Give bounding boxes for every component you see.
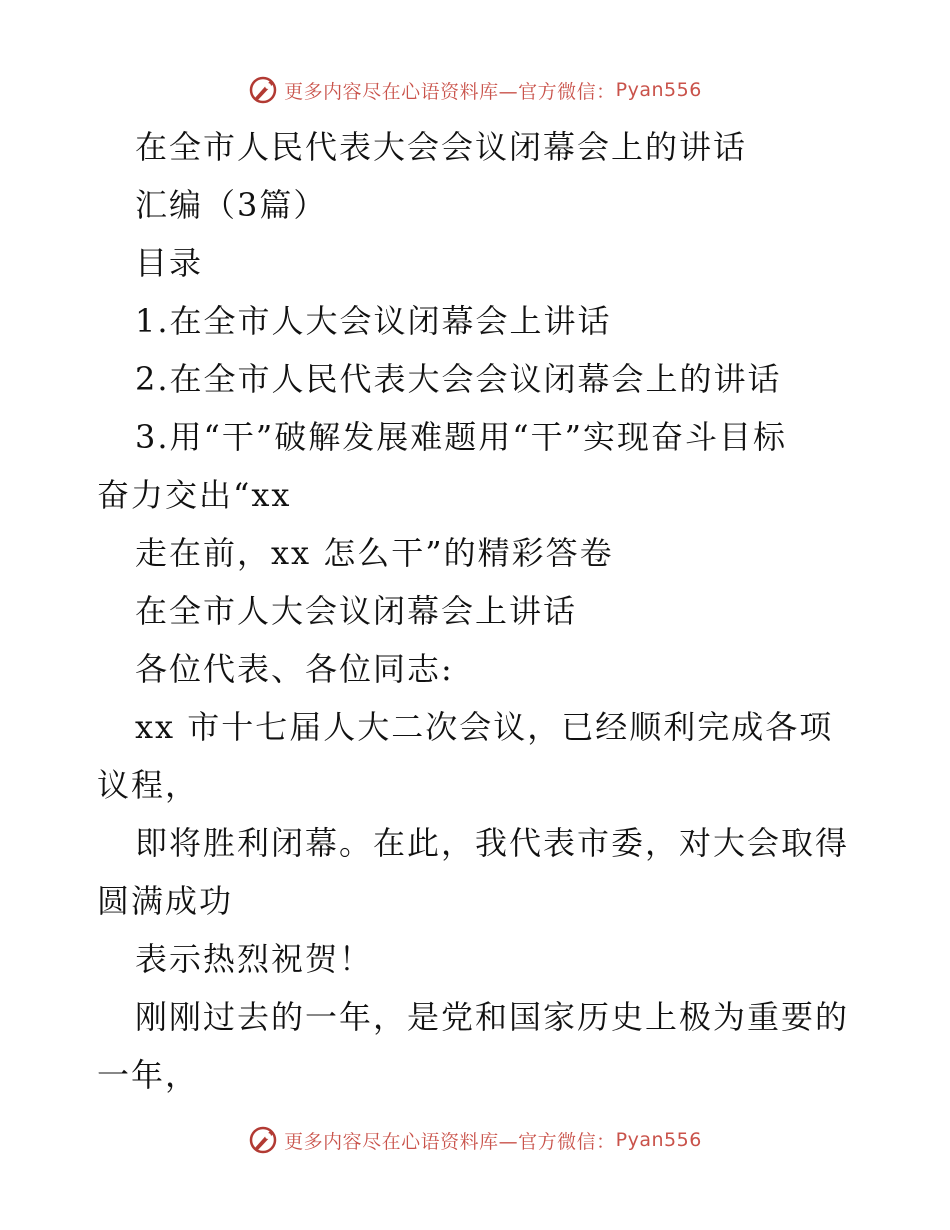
- brush-pen-logo-icon: [248, 75, 278, 105]
- header-watermark-banner: [0, 70, 950, 110]
- document-line: 在全市人大会议闭幕会上讲话: [135, 592, 578, 630]
- header-watermark-text: 更多内容尽在心语资料库—官方微信：: [284, 80, 616, 103]
- brush-pen-logo-icon: [248, 1125, 278, 1155]
- document-line: 议程，: [97, 766, 200, 804]
- document-line: 目录: [135, 244, 204, 282]
- footer-watermark-text: 更多内容尽在心语资料库—官方微信：: [284, 1130, 616, 1153]
- document-line: 1.在全市人大会议闭幕会上讲话: [135, 302, 612, 340]
- document-line: 表示热烈祝贺！: [135, 940, 374, 978]
- document-body: [97, 118, 857, 1104]
- document-line: 汇编（3篇）: [135, 186, 328, 224]
- footer-wechat-id: Pyan556: [615, 1129, 702, 1151]
- document-line: 走在前，xx 怎么干”的精彩答卷: [135, 534, 614, 572]
- document-line: 2.在全市人民代表大会会议闭幕会上的讲话: [135, 360, 782, 398]
- document-line: 刚刚过去的一年，是党和国家历史上极为重要的: [135, 998, 850, 1036]
- document-line: xx 市十七届人大二次会议，已经顺利完成各项: [135, 708, 834, 746]
- document-line: 奋力交出“xx: [97, 476, 292, 514]
- document-line: 即将胜利闭幕。在此，我代表市委，对大会取得: [135, 824, 850, 862]
- document-line: 在全市人民代表大会会议闭幕会上的讲话: [135, 128, 748, 166]
- document-line: 圆满成功: [97, 882, 234, 920]
- footer-watermark-banner: [0, 1120, 950, 1160]
- document-line: 各位代表、各位同志:: [135, 650, 454, 688]
- header-wechat-id: Pyan556: [615, 79, 702, 101]
- document-line: 一年，: [97, 1056, 200, 1094]
- document-line: 3.用“干”破解发展难题用“干”实现奋斗目标: [135, 418, 787, 456]
